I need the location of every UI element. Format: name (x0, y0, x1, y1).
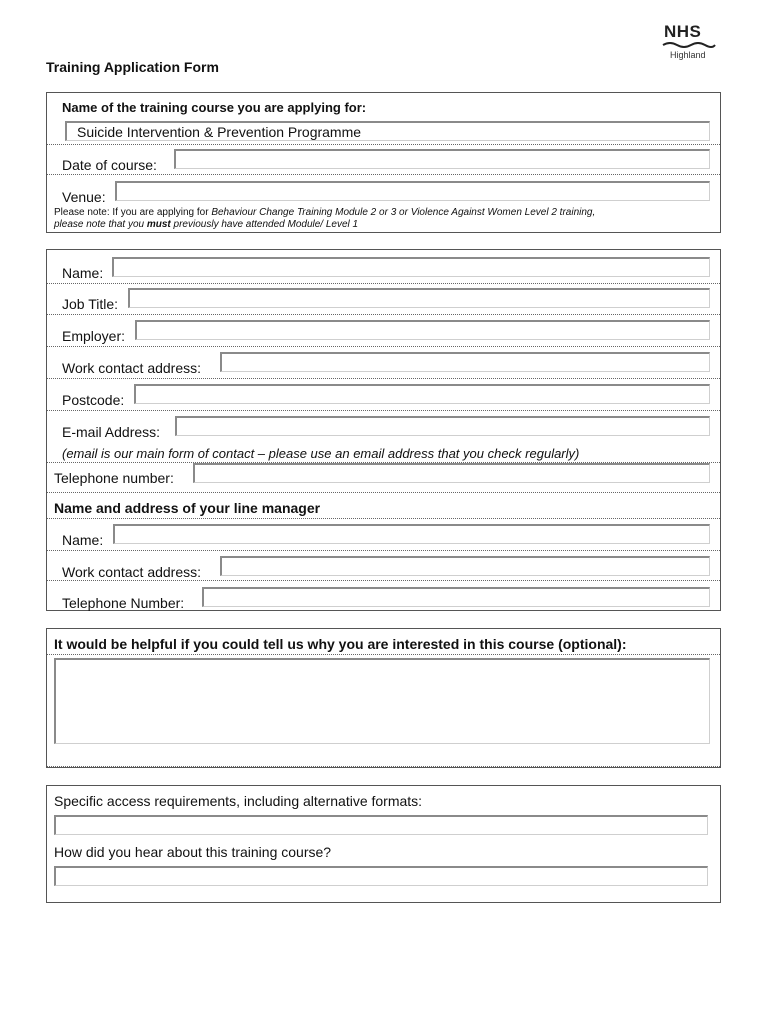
note-line2-b: previously have attended Module/ Level 1 (170, 219, 359, 230)
venue-label: Venue: (62, 189, 106, 205)
postcode-input[interactable] (134, 384, 710, 404)
date-of-course-label: Date of course: (62, 157, 157, 173)
manager-heading: Name and address of your line manager (54, 500, 321, 516)
venue-input[interactable] (115, 181, 710, 201)
interest-textarea[interactable] (54, 658, 710, 744)
divider (47, 654, 720, 655)
name-input[interactable] (112, 257, 710, 277)
manager-telephone-input[interactable] (202, 587, 710, 607)
job-title-input[interactable] (128, 288, 710, 308)
employer-label: Employer: (62, 328, 126, 344)
job-title-label: Job Title: (62, 296, 119, 312)
logo-nhs-text: NHS (664, 22, 702, 41)
divider (47, 144, 720, 145)
name-label: Name: (62, 265, 104, 281)
page-title: Training Application Form (46, 59, 219, 75)
postcode-label: Postcode: (62, 392, 125, 408)
telephone-input[interactable] (193, 463, 710, 483)
divider (47, 283, 720, 284)
logo-wave-icon (662, 41, 716, 49)
note-italic: Behaviour Change Training Module 2 or 3 or Violence Against Women Level 2 training, (211, 207, 596, 218)
access-input[interactable] (54, 815, 708, 835)
divider (47, 492, 720, 493)
heard-label: How did you hear about this training course? (54, 844, 332, 860)
employer-input[interactable] (135, 320, 710, 340)
divider (47, 580, 720, 581)
divider (47, 550, 720, 551)
heard-input[interactable] (54, 866, 708, 886)
divider (47, 378, 720, 379)
manager-address-label: Work contact address: (62, 564, 202, 580)
note-must: must (146, 219, 171, 230)
note-prefix: Please note: If you are applying for (54, 207, 212, 218)
nhs-highland-logo (660, 22, 716, 64)
manager-name-input[interactable] (113, 524, 710, 544)
manager-telephone-label: Telephone Number: (62, 595, 185, 611)
email-hint: (email is our main form of contact – please use an email address that you check regularly) (62, 446, 580, 461)
email-label: E-mail Address: (62, 424, 161, 440)
divider (47, 518, 720, 519)
divider (47, 346, 720, 347)
divider (47, 314, 720, 315)
course-heading: Name of the training course you are applying for: (62, 100, 367, 115)
access-label: Specific access requirements, including alternative formats: (54, 793, 423, 809)
interest-heading: It would be helpful if you could tell us why you are interested in this course (optional): (54, 636, 627, 652)
course-note (54, 207, 595, 231)
divider (47, 174, 720, 175)
note-line2-a: please note that you (54, 219, 147, 230)
work-address-label: Work contact address: (62, 360, 202, 376)
logo-region-text: Highland (670, 50, 706, 60)
manager-address-input[interactable] (220, 556, 710, 576)
manager-name-label: Name: (62, 532, 104, 548)
divider (47, 766, 720, 767)
telephone-label: Telephone number: (54, 470, 174, 486)
email-input[interactable] (175, 416, 710, 436)
course-name-input[interactable]: Suicide Intervention & Prevention Programme (65, 121, 710, 141)
work-address-input[interactable] (220, 352, 710, 372)
divider (47, 410, 720, 411)
date-of-course-input[interactable] (174, 149, 710, 169)
